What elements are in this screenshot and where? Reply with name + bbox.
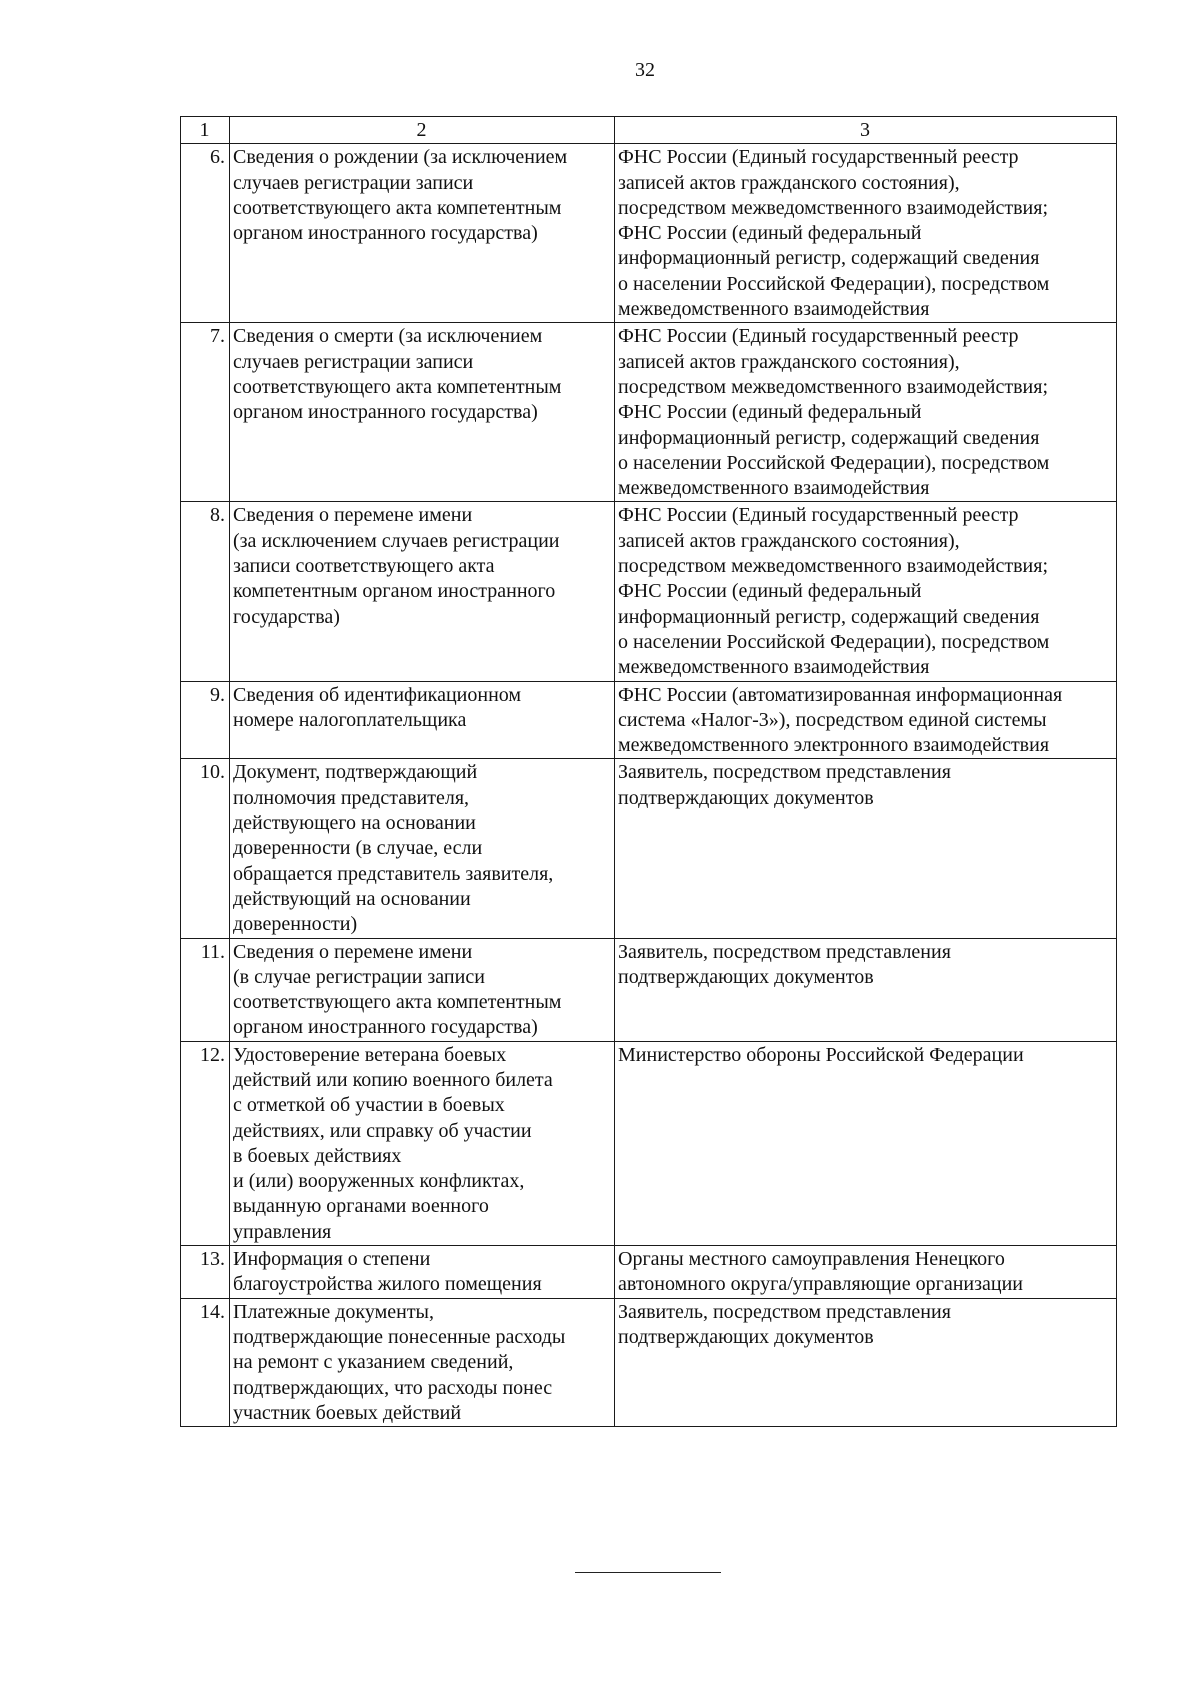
row-number: 8. xyxy=(181,502,230,681)
page-number: 32 xyxy=(635,59,655,81)
documents-table xyxy=(180,116,1117,1427)
row-information: Платежные документы, подтверждающие понесенные расходы на ремонт с указанием сведений, подтверждающих, что расходы понес участник боевых действий xyxy=(230,1298,615,1426)
row-number: 7. xyxy=(181,323,230,502)
table-row xyxy=(181,502,1117,681)
column-header-number: 1 xyxy=(181,117,230,144)
row-information: Сведения о смерти (за исключением случаев регистрации записи соответствующего акта компетентным органом иностранного государства) xyxy=(230,323,615,502)
row-information: Сведения об идентификационном номере налогоплательщика xyxy=(230,681,615,759)
row-number: 10. xyxy=(181,759,230,938)
row-information: Документ, подтверждающий полномочия представителя, действующего на основании доверенности (в случае, если обращается представитель заявителя, действующий на основании доверенности) xyxy=(230,759,615,938)
table-row xyxy=(181,681,1117,759)
footer-separator-line xyxy=(575,1572,721,1573)
row-source: ФНС России (Единый государственный реестр записей актов гражданского состояния), посредством межведомственного взаимодействия; ФНС России (единый федеральный информационный регистр, содержащий сведения о населении Российской Федерации), посредством межведомственного взаимодействия xyxy=(615,144,1117,323)
row-source: Министерство обороны Российской Федерации xyxy=(615,1041,1117,1245)
row-information: Сведения о рождении (за исключением случаев регистрации записи соответствующего акта компетентным органом иностранного государства) xyxy=(230,144,615,323)
row-information: Информация о степени благоустройства жилого помещения xyxy=(230,1246,615,1299)
row-source: Органы местного самоуправления Ненецкого автономного округа/управляющие организации xyxy=(615,1246,1117,1299)
row-number: 13. xyxy=(181,1246,230,1299)
row-source: ФНС России (Единый государственный реестр записей актов гражданского состояния), посредством межведомственного взаимодействия; ФНС России (единый федеральный информационный регистр, содержащий сведения о населении Российской Федерации), посредством межведомственного взаимодействия xyxy=(615,323,1117,502)
row-number: 14. xyxy=(181,1298,230,1426)
row-number: 9. xyxy=(181,681,230,759)
column-header-source: 3 xyxy=(615,117,1117,144)
table-row xyxy=(181,759,1117,938)
row-number: 12. xyxy=(181,1041,230,1245)
table-header-row xyxy=(181,117,1117,144)
table-row xyxy=(181,1041,1117,1245)
row-information: Сведения о перемене имени (за исключением случаев регистрации записи соответствующего акта компетентным органом иностранного государства) xyxy=(230,502,615,681)
row-information: Сведения о перемене имени (в случае регистрации записи соответствующего акта компетентным органом иностранного государства) xyxy=(230,938,615,1041)
column-header-information: 2 xyxy=(230,117,615,144)
row-source: Заявитель, посредством представления подтверждающих документов xyxy=(615,759,1117,938)
row-information: Удостоверение ветерана боевых действий или копию военного билета с отметкой об участии в боевых действиях, или справку об участии в боевых действиях и (или) вооруженных конфликтах, выданную органами военного управления xyxy=(230,1041,615,1245)
table-row xyxy=(181,1298,1117,1426)
row-source: ФНС России (автоматизированная информационная система «Налог-3»), посредством единой системы межведомственного электронного взаимодействия xyxy=(615,681,1117,759)
table-row xyxy=(181,144,1117,323)
row-source: ФНС России (Единый государственный реестр записей актов гражданского состояния), посредством межведомственного взаимодействия; ФНС России (единый федеральный информационный регистр, содержащий сведения о населении Российской Федерации), посредством межведомственного взаимодействия xyxy=(615,502,1117,681)
row-number: 11. xyxy=(181,938,230,1041)
row-number: 6. xyxy=(181,144,230,323)
table-row xyxy=(181,1246,1117,1299)
table-row xyxy=(181,323,1117,502)
row-source: Заявитель, посредством представления подтверждающих документов xyxy=(615,1298,1117,1426)
row-source: Заявитель, посредством представления подтверждающих документов xyxy=(615,938,1117,1041)
table-row xyxy=(181,938,1117,1041)
